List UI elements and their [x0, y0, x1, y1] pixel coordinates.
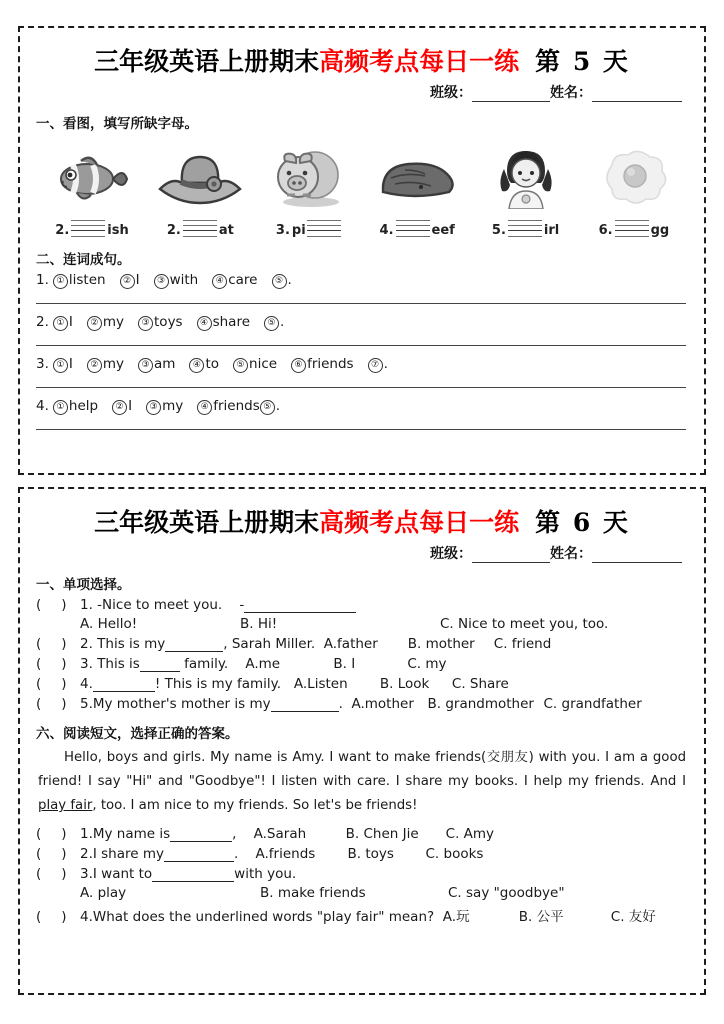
paren-left: ( — [36, 676, 42, 692]
answer-box-5[interactable] — [36, 696, 80, 712]
picture-row — [30, 136, 694, 214]
question-stem-4b: ! This is my family. — [154, 676, 282, 692]
choice-question-1 — [36, 597, 694, 613]
reorder-word-2-1: I — [68, 314, 73, 330]
section-heading-reading: 六、阅读短文，选择正确的答案。 — [36, 726, 239, 742]
circle-mark-1-5: ⑤ — [272, 274, 287, 289]
page-title-day5 — [30, 34, 694, 78]
reorder-word-3-6: friends — [307, 356, 354, 372]
answer-rule-2[interactable] — [36, 345, 686, 346]
circle-mark-1-1: ① — [53, 274, 68, 289]
answer-rule-3[interactable] — [36, 387, 686, 388]
title-red-highlight: 高频考点每日一练 — [319, 47, 520, 76]
option-5-c[interactable]: C. grandfather — [543, 696, 642, 712]
item-tail-6: gg — [650, 223, 670, 238]
reorder-word-3-4: to — [205, 356, 220, 372]
reading-answer-box-4[interactable] — [36, 909, 80, 925]
reorder-number-3: 3. — [36, 356, 49, 372]
paren-right: ) — [61, 909, 67, 925]
reorder-item-4 — [36, 398, 694, 415]
title-black-prefix: 三年级英语上册期末 — [94, 47, 320, 76]
circle-mark-3-7: ⑦ — [368, 358, 383, 373]
answer-box-4[interactable] — [36, 676, 80, 692]
reorder-word-3-2: my — [102, 356, 125, 372]
circle-mark-1-3: ③ — [154, 274, 169, 289]
question-stem-4a: 4. — [80, 676, 93, 692]
reading-stem-1a: 1.My name is — [80, 826, 171, 842]
reading-stem-1b: , — [232, 826, 237, 842]
reorder-word-4-3: my — [162, 398, 184, 414]
circle-mark-3-6: ⑥ — [291, 358, 306, 373]
reading-option-3-b[interactable]: B. make friends — [260, 885, 366, 901]
section-heading-reorder: 二、连词成句。 — [36, 252, 131, 268]
item-number-4: 4. — [379, 223, 394, 238]
circle-mark-3-5: ⑤ — [233, 358, 248, 373]
circle-mark-1-4: ④ — [212, 274, 227, 289]
reading-option-4-c[interactable]: C. 友好 — [610, 909, 656, 925]
item-tail-1: ish — [107, 223, 129, 238]
reorder-item-1 — [36, 272, 694, 289]
picture-answer-5 — [474, 220, 578, 238]
paren-right: ) — [61, 676, 67, 692]
answer-blank-2[interactable] — [165, 639, 223, 652]
paren-right: ) — [61, 597, 67, 613]
reorder-word-3-1: I — [68, 356, 73, 372]
picture-answer-4 — [365, 220, 469, 238]
title-black-prefix: 三年级英语上册期末 — [94, 508, 320, 537]
name-input-blank[interactable] — [592, 562, 682, 563]
reorder-item-3 — [36, 356, 694, 373]
reading-option-4-a[interactable]: A.玩 — [442, 909, 470, 925]
reading-option-2-b[interactable]: B. toys — [347, 846, 394, 862]
circle-mark-2-5: ⑤ — [264, 316, 279, 331]
option-1-a[interactable]: A. Hello! — [80, 616, 138, 632]
paren-left: ( — [36, 597, 42, 613]
passage-underlined-phrase: play fair — [38, 798, 93, 813]
picture-answer-2 — [148, 220, 252, 238]
question-stem-3a: 3. This is — [80, 656, 140, 672]
class-input-blank[interactable] — [472, 101, 550, 102]
reorder-number-2: 2. — [36, 314, 49, 330]
reorder-word-4-2: I — [128, 398, 133, 414]
reading-passage — [38, 746, 686, 818]
picture-answer-6 — [582, 220, 686, 238]
option-2-c[interactable]: C. friend — [493, 636, 552, 652]
option-5-a[interactable]: A.mother — [351, 696, 414, 712]
reorder-word-3-5: nice — [249, 356, 278, 372]
reading-stem-3a: 3.I want to — [80, 866, 153, 882]
circle-mark-4-3: ③ — [146, 400, 161, 415]
reading-stem-2a: 2.I share my — [80, 846, 165, 862]
page-title-day6 — [30, 495, 694, 539]
reading-option-1-b[interactable]: B. Chen Jie — [345, 826, 419, 842]
picture-cell-hat — [148, 142, 252, 214]
reading-blank-3[interactable] — [152, 869, 234, 882]
reading-blank-1[interactable] — [170, 829, 232, 842]
answer-blank-5[interactable] — [271, 699, 339, 712]
paren-left: ( — [36, 696, 42, 712]
paren-left: ( — [36, 866, 42, 882]
paren-left: ( — [36, 826, 42, 842]
reorder-word-2-4: share — [212, 314, 251, 330]
reorder-number-1: 1. — [36, 272, 49, 288]
option-4-a[interactable]: A.Listen — [293, 676, 348, 692]
item-tail-5: irl — [543, 223, 560, 238]
choice-options-1 — [80, 616, 694, 632]
reading-blank-2[interactable] — [164, 849, 234, 862]
circle-mark-4-2: ② — [112, 400, 127, 415]
item-number-6: 6. — [598, 223, 613, 238]
answer-blank-1[interactable] — [244, 600, 356, 613]
choice-question-3 — [36, 656, 694, 672]
option-2-a[interactable]: A.father — [323, 636, 378, 652]
writing-blank-5[interactable] — [508, 220, 542, 237]
writing-blank-2[interactable] — [183, 220, 217, 237]
reading-options-3 — [80, 885, 694, 901]
option-1-c[interactable]: C. Nice to meet you, too. — [440, 616, 609, 632]
reorder-word-3-3: am — [154, 356, 176, 372]
question-stem-2b: , Sarah Miller. — [223, 636, 316, 652]
option-3-c[interactable]: C. my — [407, 656, 447, 672]
passage-part-2: ) with you. I am a good friend! I say "Hi" and "Goodbye"! I listen with care. I share my books. I help my friends. And I — [38, 750, 687, 789]
title-red-highlight: 高频考点每日一练 — [319, 508, 520, 537]
writing-blank-4[interactable] — [396, 220, 430, 237]
answer-rule-4[interactable] — [36, 429, 686, 430]
student-info-row-day5 — [30, 82, 694, 102]
circle-mark-3-1: ① — [53, 358, 68, 373]
reorder-number-4: 4. — [36, 398, 49, 414]
option-2-b[interactable]: B. mother — [407, 636, 475, 652]
choice-question-4 — [36, 676, 694, 692]
circle-mark-2-1: ① — [53, 316, 68, 331]
answer-box-1[interactable] — [36, 597, 80, 613]
reading-option-1-c[interactable]: C. Amy — [445, 826, 495, 842]
picture-answer-3 — [257, 220, 361, 238]
reading-question-2 — [36, 846, 694, 862]
reading-answer-box-1[interactable] — [36, 826, 80, 842]
reading-option-3-a[interactable]: A. play — [80, 885, 127, 901]
reading-question-4 — [36, 905, 694, 925]
reading-option-2-c[interactable]: C. books — [425, 846, 484, 862]
answer-blank-4[interactable] — [93, 679, 155, 692]
paren-right: ) — [61, 636, 67, 652]
item-tail-4: eef — [431, 223, 455, 238]
reorder-word-1-4: care — [228, 272, 258, 288]
paren-right: ) — [61, 846, 67, 862]
item-number-5: 5. — [491, 223, 506, 238]
picture-cell-fish — [40, 142, 144, 214]
class-label: 班级： — [430, 85, 472, 101]
reorder-item-2 — [36, 314, 694, 331]
choice-question-5 — [36, 696, 694, 712]
circle-mark-4-1: ① — [53, 400, 68, 415]
section-heading-pictures: 一、看图，填写所缺字母。 — [36, 116, 198, 132]
option-3-a[interactable]: A.me — [245, 656, 281, 672]
circle-mark-4-5: ⑤ — [260, 400, 275, 415]
circle-mark-3-3: ③ — [138, 358, 153, 373]
title-day-number: 第 6 天 — [535, 508, 630, 537]
paren-right: ) — [61, 696, 67, 712]
reading-option-3-c[interactable]: C. say "goodbye" — [448, 885, 565, 901]
question-stem-5a: 5.My mother's mother is my — [80, 696, 271, 712]
class-label: 班级： — [430, 546, 472, 562]
reorder-word-1-3: with — [169, 272, 199, 288]
hat-icon — [154, 149, 246, 207]
item-number-3: 3. — [275, 223, 290, 238]
question-stem-1: 1. -Nice to meet you. — [80, 597, 223, 613]
paren-right: ) — [61, 866, 67, 882]
paren-left: ( — [36, 656, 42, 672]
title-day-number: 第 5 天 — [535, 47, 630, 76]
question-stem-2a: 2. This is my — [80, 636, 166, 652]
reading-question-3 — [36, 866, 694, 882]
reorder-word-4-4: friends — [213, 398, 260, 414]
worksheet-day5 — [18, 26, 706, 475]
item-number-1: 2. — [55, 223, 70, 238]
reading-option-1-a[interactable]: A.Sarah — [253, 826, 307, 842]
pig-icon — [271, 147, 347, 209]
reorder-word-1-2: I — [135, 272, 140, 288]
option-3-b[interactable]: B. I — [333, 656, 356, 672]
picture-cell-pig — [257, 142, 361, 214]
worksheet-day6 — [18, 487, 706, 995]
reading-option-2-a[interactable]: A.friends — [255, 846, 316, 862]
circle-mark-2-3: ③ — [138, 316, 153, 331]
reorder-end-1: . — [287, 272, 292, 288]
dash-1: - — [239, 597, 245, 613]
paren-left: ( — [36, 909, 42, 925]
option-4-c[interactable]: C. Share — [451, 676, 509, 692]
reorder-word-2-2: my — [102, 314, 125, 330]
paren-right: ) — [61, 656, 67, 672]
choice-question-2 — [36, 636, 694, 652]
name-label: 姓名： — [550, 546, 592, 562]
paren-left: ( — [36, 636, 42, 652]
answer-box-3[interactable] — [36, 656, 80, 672]
passage-chinese-gloss: 交朋友 — [486, 750, 529, 765]
circle-mark-2-2: ② — [87, 316, 102, 331]
circle-mark-1-2: ② — [120, 274, 135, 289]
item-tail-2: at — [218, 223, 234, 238]
section-heading-multiple-choice: 一、单项选择。 — [36, 577, 131, 593]
passage-part-3: , too. I am nice to my friends. So let's be friends! — [92, 798, 418, 813]
name-label: 姓名： — [550, 85, 592, 101]
reorder-end-3: . — [383, 356, 388, 372]
item-lead-3: pi — [291, 223, 306, 238]
girl-icon — [491, 147, 561, 209]
name-input-blank[interactable] — [592, 101, 682, 102]
reading-stem-2b: . — [234, 846, 239, 862]
class-input-blank[interactable] — [472, 562, 550, 563]
question-stem-3b: family. — [184, 656, 229, 672]
option-1-b[interactable]: B. Hi! — [240, 616, 278, 632]
question-stem-5b: . — [338, 696, 343, 712]
reorder-word-2-3: toys — [154, 314, 183, 330]
beef-icon — [375, 156, 459, 200]
answer-rule-1[interactable] — [36, 303, 686, 304]
passage-part-1: Hello, boys and girls. My name is Amy. I want to make friends( — [64, 750, 487, 765]
reading-answer-box-2[interactable] — [36, 846, 80, 862]
writing-blank-3[interactable] — [307, 220, 341, 237]
circle-mark-2-4: ④ — [197, 316, 212, 331]
writing-blank-6[interactable] — [615, 220, 649, 237]
picture-cell-beef — [365, 142, 469, 214]
reorder-word-4-1: help — [68, 398, 99, 414]
reorder-end-4: . — [275, 398, 281, 414]
circle-mark-3-4: ④ — [189, 358, 204, 373]
reading-stem-3b: with you. — [234, 866, 297, 882]
reading-question-1 — [36, 826, 694, 842]
option-5-b[interactable]: B. grandmother — [427, 696, 534, 712]
student-info-row-day6 — [30, 543, 694, 563]
reading-answer-box-3[interactable] — [36, 866, 80, 882]
egg-icon — [600, 149, 668, 207]
picture-answer-1 — [40, 220, 144, 238]
paren-left: ( — [36, 846, 42, 862]
item-number-2: 2. — [166, 223, 181, 238]
paren-right: ) — [61, 826, 67, 842]
circle-mark-4-4: ④ — [197, 400, 212, 415]
writing-blank-1[interactable] — [71, 220, 105, 237]
picture-answer-row — [30, 214, 694, 238]
reading-option-4-b[interactable]: B. 公平 — [518, 909, 564, 925]
option-4-b[interactable]: B. Look — [379, 676, 430, 692]
circle-mark-3-2: ② — [87, 358, 102, 373]
reorder-end-2: . — [280, 314, 285, 330]
picture-cell-egg — [582, 142, 686, 214]
picture-cell-girl — [474, 142, 578, 214]
reorder-word-1-1: listen — [68, 272, 106, 288]
answer-box-2[interactable] — [36, 636, 80, 652]
reading-stem-4a: 4.What does the underlined words "play fair" mean? — [80, 909, 435, 925]
answer-blank-3[interactable] — [140, 659, 180, 672]
clownfish-icon — [53, 149, 131, 207]
